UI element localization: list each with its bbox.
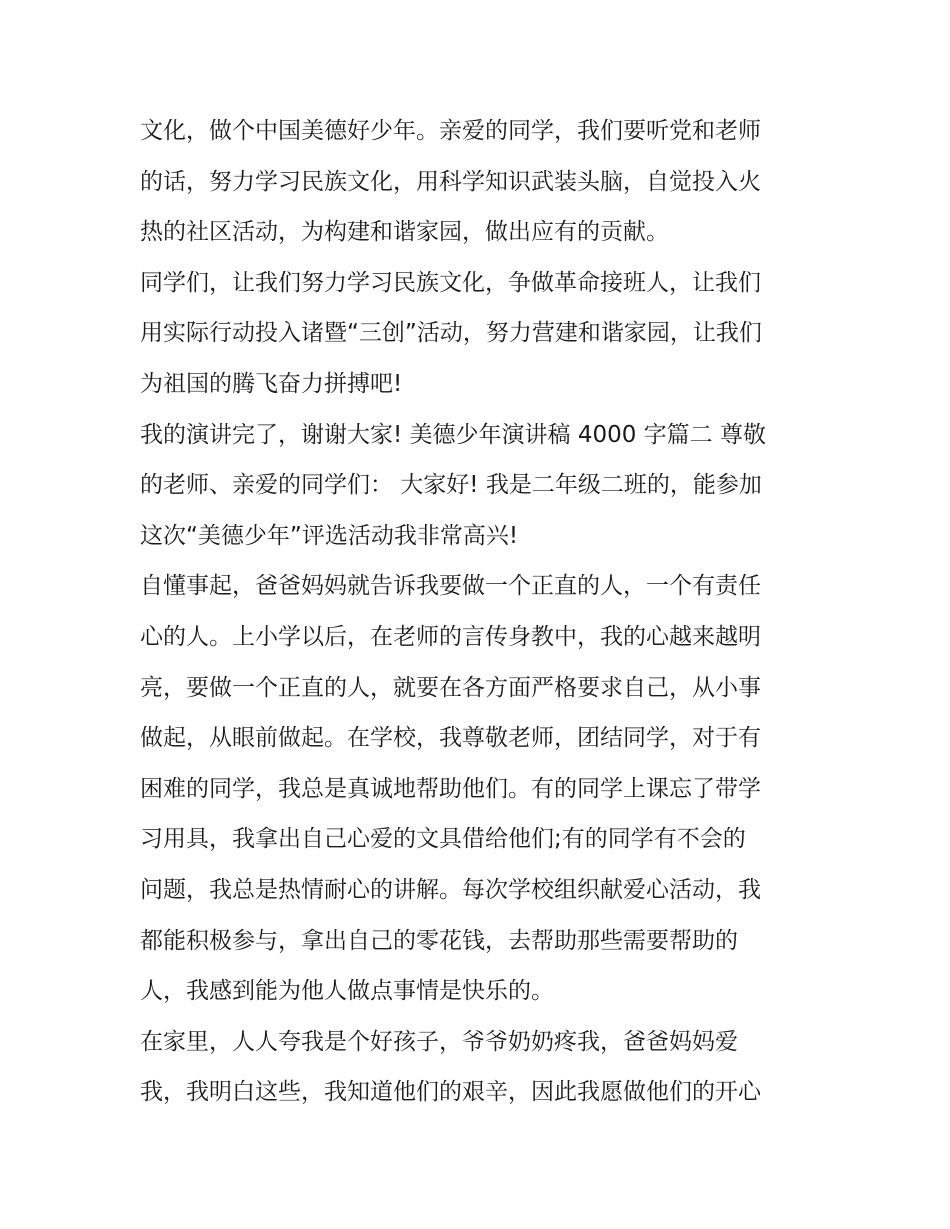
text-line: 习用具，我拿出自己心爱的文具借给他们;有的同学有不会的 xyxy=(140,826,746,853)
text-line: 这次“美德少年”评选活动我非常高兴! xyxy=(140,522,519,549)
text-line: 自懂事起，爸爸妈妈就告诉我要做一个正直的人，一个有责任 xyxy=(140,573,761,600)
text-line: 亮，要做一个正直的人，就要在各方面严格要求自己，从小事 xyxy=(140,674,761,701)
text-line: 我，我明白这些，我知道他们的艰辛，因此我愿做他们的开心 xyxy=(140,1079,761,1106)
text-line: 用实际行动投入诸暨“三创”活动，努力营建和谐家园，让我们 xyxy=(140,320,762,347)
text-line: 心的人。上小学以后，在老师的言传身教中，我的心越来越明 xyxy=(140,623,761,650)
text-line: 的话，努力学习民族文化，用科学知识武装头脑，自觉投入火 xyxy=(140,168,761,195)
text-line: 的老师、亲爱的同学们： 大家好! 我是二年级二班的，能参加 xyxy=(140,472,762,499)
text-line: 都能积极参与，拿出自己的零花钱，去帮助那些需要帮助的 xyxy=(140,927,738,954)
text-line: 困难的同学，我总是真诚地帮助他们。有的同学上课忘了带学 xyxy=(140,775,761,802)
text-line: 做起，从眼前做起。在学校，我尊敬老师，团结同学，对于有 xyxy=(140,725,761,752)
text-line: 同学们，让我们努力学习民族文化，争做革命接班人，让我们 xyxy=(140,269,761,296)
text-line: 为祖国的腾飞奋力拼搏吧! xyxy=(140,370,403,397)
text-line: 人，我感到能为他人做点事情是快乐的。 xyxy=(140,978,554,1005)
text-line: 在家里，人人夸我是个好孩子，爷爷奶奶疼我，爸爸妈妈爱 xyxy=(140,1028,738,1055)
text-line: 文化，做个中国美德好少年。亲爱的同学，我们要听党和老师 xyxy=(140,118,761,144)
text-line: 热的社区活动，为构建和谐家园，做出应有的贡献。 xyxy=(140,219,669,246)
document-body xyxy=(140,106,820,1118)
text-line: 我的演讲完了，谢谢大家! 美德少年演讲稿 4000 字篇二 尊敬 xyxy=(140,421,766,448)
text-line: 问题，我总是热情耐心的讲解。每次学校组织献爱心活动，我 xyxy=(140,876,761,903)
